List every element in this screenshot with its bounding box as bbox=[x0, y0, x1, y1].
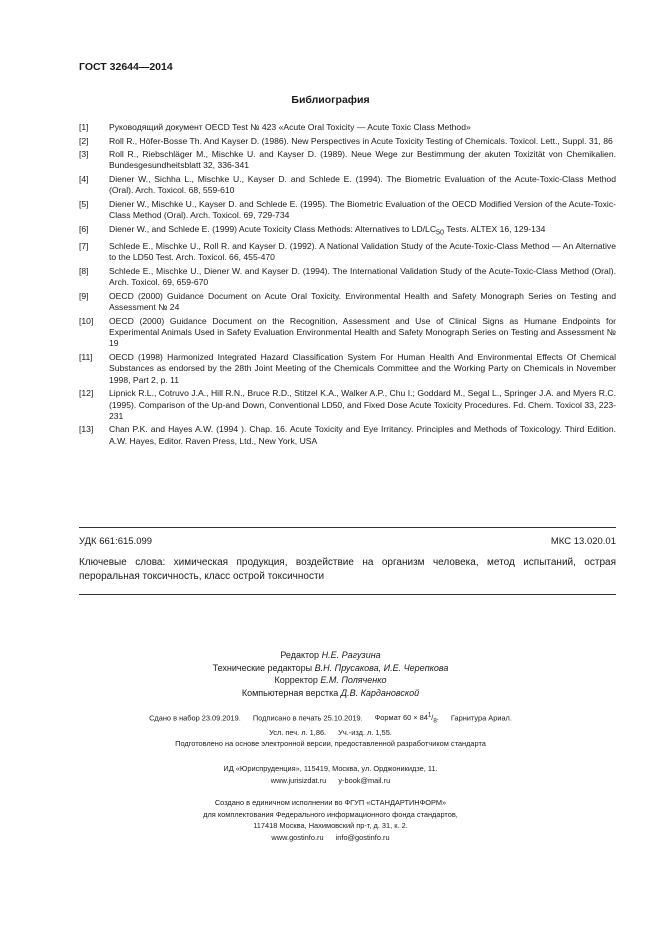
udk-code: УДК 661:615.099 bbox=[79, 536, 153, 547]
ref-text: OECD (2000) Guidance Document on the Recognition, Assessment and Use of Clinical Signs as Humane Endpoints for Experimental Animals Used in Safety Evaluation Environmental Health and Safety Monograph Series on Testing and Assessment № 19 bbox=[109, 315, 616, 349]
publisher-contacts bbox=[0, 775, 661, 787]
paper-format: Формат $60 \times 84^1/_8$. bbox=[374, 712, 439, 725]
bibliography-item bbox=[79, 149, 616, 172]
credits-block bbox=[0, 649, 661, 699]
ref-text: Руководящий документ OECD Test № 423 «Acute Oral Toxicity — Acute Toxic Class Method» bbox=[109, 122, 471, 132]
ref-number: [11] bbox=[79, 352, 93, 363]
ref-text: OECD (2000) Guidance Document on Acute Oral Toxicity. Environmental Health and Safety Monograph Series on Testing and Assessment № 24 bbox=[109, 290, 616, 313]
submitted-date: Сдано в набор 23.09.2019. bbox=[149, 713, 241, 723]
typeface: Гарнитура Ариал. bbox=[450, 713, 512, 723]
ref-subscript: 50 bbox=[436, 228, 445, 237]
format-fraction-numerator: 1 bbox=[427, 712, 432, 719]
print-info bbox=[0, 710, 661, 739]
ref-number: [7] bbox=[79, 241, 89, 252]
corrector-label: Корректор bbox=[274, 675, 318, 686]
signed-date: Подписано в печать 25.10.2019. bbox=[252, 713, 363, 723]
producer-line-1: Создано в единичном исполнении во ФГУП «СТАНДАРТИНФОРМ» bbox=[214, 798, 447, 807]
producer-email-link[interactable]: info@gostinfo.ru bbox=[335, 832, 390, 842]
tech-editors-label: Технические редакторы bbox=[212, 662, 313, 673]
editor-name: Н.Е. Рагузина bbox=[321, 650, 381, 660]
producer-address: 117418 Москва, Нахимовский пр-т, д. 31, к. 2. bbox=[253, 821, 408, 831]
publisher-site-link[interactable]: www.jurisizdat.ru bbox=[270, 775, 327, 785]
ref-text: Chan P.K. and Hayes A.W. (1994 ). Chap. 16. Acute Toxicity and Eye Irritancy. Principles and Methods of Toxicology. Third Edition. A.W. Hayes, Editor. Raven Press, Ltd., New York, USA bbox=[109, 424, 616, 446]
bibliography-item bbox=[79, 224, 616, 239]
prepared-note: Подготовлено на основе электронной версии, предоставленной разработчиком стандарта bbox=[175, 739, 486, 748]
standard-code: ГОСТ 32644—2014 bbox=[79, 61, 173, 73]
ref-text: Diener W., Mischke U., Kayser D. and Schlede E. (1995). The Biometric Evaluation of the OECD Modified Version of the Acute-Toxic-Class Method (Oral). Arch. Toxicol. 69, 729-734 bbox=[109, 198, 616, 221]
ref-text: Schlede E., Mischke U., Roll R. and Kayser D. (1992). A National Validation Study of the Acute-Toxic-Class Method — An Alternative to the LD50 Test. Arch. Toxicol. 66, 455-470 bbox=[109, 241, 616, 263]
ref-number: [5] bbox=[79, 198, 89, 209]
ref-number: [10] bbox=[79, 315, 94, 326]
print-sheets: Усл. печ. л. 1,86. bbox=[269, 728, 327, 738]
bibliography-item bbox=[79, 316, 616, 350]
top-divider bbox=[79, 527, 616, 528]
publisher-address: ИД «Юриспруденция», 115419, Москва, ул. Орджоникидзе, 11. bbox=[223, 764, 438, 773]
producer-contacts bbox=[0, 832, 661, 844]
bibliography-item bbox=[79, 199, 616, 222]
publication-sheets: Уч.-изд. л. 1,55. bbox=[338, 728, 392, 738]
corrector-line bbox=[0, 674, 661, 687]
bibliography-item bbox=[79, 122, 616, 133]
publisher-block bbox=[0, 763, 661, 787]
layout-name: Д.В. Кардановской bbox=[340, 687, 420, 698]
ref-text: Roll R., Riebschläger M., Mischke U. and Kayser D. (1989). Neue Wege zur Bestimmung der akuten Toxizität von Chemikalien. Bundesgesundheitsblatt 32, 336-341 bbox=[109, 149, 616, 171]
ref-text-part: Tests. ALTEX 16, 129-134 bbox=[444, 223, 546, 234]
ref-text: Diener W., Sichha L., Mischke U., Kayser D. and Schlede E. (1994). The Biometric Evaluation of the Acute-Toxic-Class Method (Oral). Arch. Toxicol. 68, 559-610 bbox=[109, 174, 616, 196]
editor-line bbox=[0, 649, 661, 662]
bibliography-item bbox=[79, 424, 616, 447]
ref-number: [13] bbox=[79, 424, 94, 435]
corrector-name: Е.М. Поляченко bbox=[320, 675, 387, 686]
ref-text: Lipnick R.L., Cotruvo J.A., Hill R.N., Bruce R.D., Stitzel K.A., Walker A.P., Chu I.; Goddard M., Segal L., Springer J.A. and Myers R.C. (1995). Comparison of the Up-and Down, Conventional LD50, and Fixed Dose Acute Toxicity Procedures. Fd. Chem. Toxicol 33, 223-231 bbox=[109, 388, 616, 421]
ref-number: [2] bbox=[79, 135, 89, 146]
ref-number: [4] bbox=[79, 174, 89, 185]
bibliography-item bbox=[79, 174, 616, 197]
bibliography-item bbox=[79, 241, 616, 264]
bottom-divider bbox=[79, 594, 616, 595]
print-info-line-1 bbox=[0, 710, 661, 727]
bibliography-item bbox=[79, 388, 616, 422]
bibliography-item bbox=[79, 352, 616, 386]
ref-text bbox=[109, 224, 616, 239]
ref-number: [3] bbox=[79, 149, 89, 160]
ref-text: Schlede E., Mischke U., Diener W. and Kayser D. (1994). The International Validation Study of the Acute-Toxic-Class Method (Oral). Arch. Toxicol. 69, 659-670 bbox=[109, 266, 616, 288]
bibliography-item bbox=[79, 266, 616, 289]
ref-text: OECD (1998) Harmonized Integrated Hazard Classification System For Human Health And Environmental Effects Of Chemical Substances as endorsed by the 28th Joint Meeting of the Chemicals Committee and the Working Party on Chemicals in November 1998, Part 2, p. 11 bbox=[109, 352, 616, 385]
ref-text: Roll R., Höfer-Bosse Th. And Kayser D. (1986). New Perspectives in Acute Toxicity Testing of Chemicals. Toxicol. Lett., Suppl. 31, 86 bbox=[109, 135, 613, 146]
print-info-line-2 bbox=[0, 727, 661, 739]
keywords: Ключевые слова: химическая продукция, воздействие на организм человека, метод испытаний, острая пероральная токсичность, класс острой токсичности bbox=[79, 557, 616, 582]
ref-number: [12] bbox=[79, 388, 94, 399]
ref-number: [1] bbox=[79, 122, 89, 132]
bibliography-title: Библиография bbox=[291, 94, 370, 106]
tech-editors-line bbox=[0, 662, 661, 675]
layout-line bbox=[0, 687, 661, 700]
ref-number: [9] bbox=[79, 290, 89, 301]
bibliography-item bbox=[79, 136, 616, 147]
bibliography-list bbox=[79, 122, 616, 449]
editor-label: Редактор bbox=[280, 650, 320, 660]
bibliography-item bbox=[79, 291, 616, 314]
tech-editors-names: В.Н. Прусакова, И.Е. Черепкова bbox=[314, 662, 449, 673]
format-fraction-denominator: 8 bbox=[433, 717, 437, 725]
ref-number: [8] bbox=[79, 266, 89, 277]
producer-block bbox=[0, 797, 661, 843]
producer-line-2: для комплектования Федерального информационного фонда стандартов, bbox=[203, 809, 458, 819]
ref-number: [6] bbox=[79, 223, 89, 234]
ref-text-part: Diener W., and Schlede E. (1999) Acute Toxicity Class Methods: Alternatives to LD/LC bbox=[109, 223, 437, 234]
layout-label: Компьютерная верстка bbox=[241, 687, 339, 698]
mks-code: МКС 13.020.01 bbox=[550, 536, 616, 547]
producer-site-link[interactable]: www.gostinfo.ru bbox=[271, 832, 324, 842]
publisher-email-link[interactable]: y-book@mail.ru bbox=[338, 775, 391, 785]
